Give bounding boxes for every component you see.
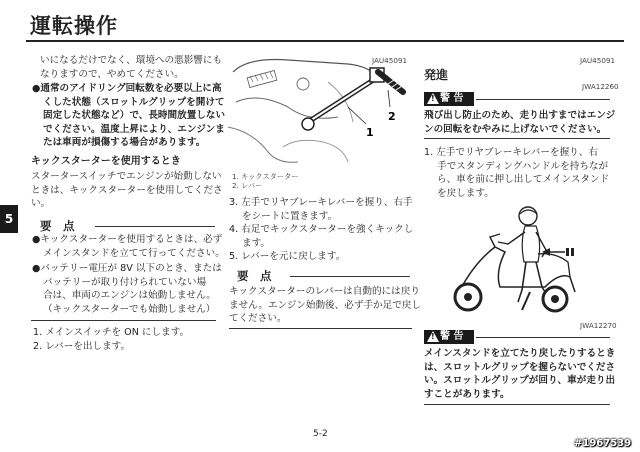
scooter-illustration (450, 202, 580, 317)
figure-code-kick: JAU45091 (372, 56, 408, 65)
note-heading-1: 要 点 (40, 219, 75, 233)
warning-rule-1 (476, 99, 610, 100)
note-rule-2 (290, 276, 410, 277)
warning-text-1: 飛び出し防止のため、走り出すまではエンジ ンの回転をむやみに上げないでください。 (424, 110, 616, 135)
note-text-2: キックスターターのレバーは自動的には戻り ません。エンジン始動後、必ず手か足で戻し てください。 (229, 286, 421, 325)
note-rule-1 (95, 226, 215, 227)
kick-starter-illustration (228, 52, 413, 167)
warning-end-rule-2 (424, 404, 610, 405)
warning-text-2: メインスタンドを立てたり戻したりするとき は、スロットルグリップを握らないでくださ い。スロットルグリップが回り、車が走り出 すことがあります。 (424, 348, 616, 400)
figure-legend: 1. キックスターター 2. レバー (232, 172, 299, 190)
callout-1: 1 (366, 126, 374, 139)
warning-code-1: JWA12260 (582, 82, 619, 91)
steps-1-2: 1. メインスイッチを ON にします。 2. レバーを出します。 (33, 327, 190, 352)
idling-caution: ●通常のアイドリング回転数を必要以上に高 くした状態（スロットルグリップを開けて 固定した状態など）で、長時間放置しない でください。温度上昇により、エンジンま たは車両が損傷する場合があります。 (32, 83, 226, 149)
note-end-rule-2 (229, 328, 412, 329)
intro-text: いになるだけでなく、環境への悪影響にも なりますので、やめてください。 (40, 55, 223, 80)
kick-starter-text: スタータースイッチでエンジンが始動しない ときは、キックスターターを使用してくださ い。 (31, 171, 223, 210)
warning-badge-2: ! 警 告 (424, 330, 474, 344)
steps-3-5: 3. 左手でリヤブレーキレバーを握り、右手 をシートに置きます。 4. 右足でキックスターターを強くキックし ます。 5. レバーを元に戻します。 (229, 197, 414, 263)
note-heading-2: 要 点 (237, 269, 272, 283)
warning-badge-1: ! 警 告 (424, 92, 474, 106)
page-number: 5-2 (313, 429, 328, 439)
page-title: 運転操作 (30, 14, 118, 38)
start-step-1: 1. 左手でリヤブレーキレバーを握り、右 手でスタンディングハンドルを持ちなが ら、車を前に押し出してメインスタンド を戻します。 (424, 147, 610, 199)
watermark: #1967539 (574, 438, 632, 449)
section-code: JAU45091 (580, 56, 616, 65)
warning-end-rule-1 (424, 138, 610, 139)
note-bullet-stand: ●キックスターターを使用するときは、必ず メインスタンドを立てて行ってください。 (32, 234, 225, 259)
callout-2: 2 (388, 110, 396, 123)
chapter-tab: 5 (0, 205, 18, 233)
kick-starter-heading: キックスターターを使用するとき (31, 156, 181, 167)
figure-code-scooter: JWA12270 (580, 321, 617, 330)
note-bullet-battery: ●バッテリー電圧が 8V 以下のとき、または バッテリーが取り付けられていない場 合は、車両のエンジンは始動しません。 （キックスターターでも始動しません） (32, 263, 222, 315)
note-end-rule-1 (31, 320, 216, 321)
warning-rule-2 (476, 337, 610, 338)
title-rule (26, 40, 624, 42)
start-heading: 発進 (424, 68, 449, 82)
